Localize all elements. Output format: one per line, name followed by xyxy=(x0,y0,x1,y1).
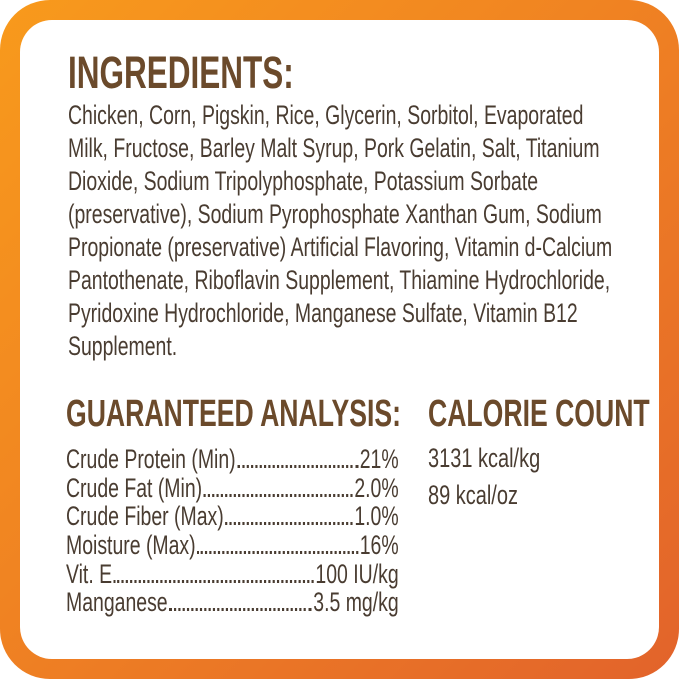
analysis-row-label: Crude Protein (Min) xyxy=(66,444,236,474)
analysis-row-label: Vit. E xyxy=(66,558,113,589)
dot-leader xyxy=(114,580,314,583)
analysis-row-value: 16% xyxy=(359,530,399,561)
analysis-row xyxy=(66,587,399,616)
dot-leader xyxy=(197,551,358,554)
analysis-row xyxy=(66,501,399,530)
analysis-row xyxy=(66,473,399,502)
analysis-row xyxy=(66,530,399,559)
calorie-count-heading: CALORIE COUNT xyxy=(428,393,650,435)
ingredients-text: Chicken, Corn, Pigskin, Rice, Glycerin, Sorbitol, Evaporated Milk, Fructose, Barley Malt Syrup, Pork Gelatin, Salt, Titanium Dioxide, Sodium Tripolyphosphate, Potassium Sorbate (preservative), Sodium Pyrophosphate Xanthan Gum, Sodium Propionate (preservative) Artificial Flavoring, Vitamin d-Calcium Pantothenate, Riboflavin Supplement, Thiamine Hydrochloride, Pyridoxine Hydrochloride, Manganese Sulfate, Vitamin B12 Supplement. xyxy=(68,100,613,361)
analysis-row-value: 21% xyxy=(359,444,399,474)
analysis-row-value: 2.0% xyxy=(354,472,399,503)
analysis-row-value: 3.5 mg/kg xyxy=(313,587,399,618)
dot-leader xyxy=(204,494,353,497)
ingredients-heading: INGREDIENTS: xyxy=(68,47,294,98)
analysis-row-label: Crude Fat (Min) xyxy=(66,472,203,503)
dot-leader xyxy=(237,465,358,468)
guaranteed-analysis-heading: GUARANTEED ANALYSIS: xyxy=(66,393,401,435)
calorie-value-kg: 3131 kcal/kg xyxy=(428,443,541,473)
analysis-row-label: Crude Fiber (Max) xyxy=(66,501,224,532)
dot-leader xyxy=(225,522,353,525)
analysis-row-label: Moisture (Max) xyxy=(66,530,196,561)
analysis-row-label: Manganese xyxy=(66,587,168,618)
guaranteed-analysis-table xyxy=(66,444,399,616)
analysis-row-value: 100 IU/kg xyxy=(315,558,399,589)
calorie-values xyxy=(428,440,540,514)
analysis-row-value: 1.0% xyxy=(354,501,399,532)
analysis-row xyxy=(66,559,399,588)
analysis-row xyxy=(66,444,399,473)
calorie-value-oz: 89 kcal/oz xyxy=(428,480,518,510)
dot-leader xyxy=(169,608,312,611)
